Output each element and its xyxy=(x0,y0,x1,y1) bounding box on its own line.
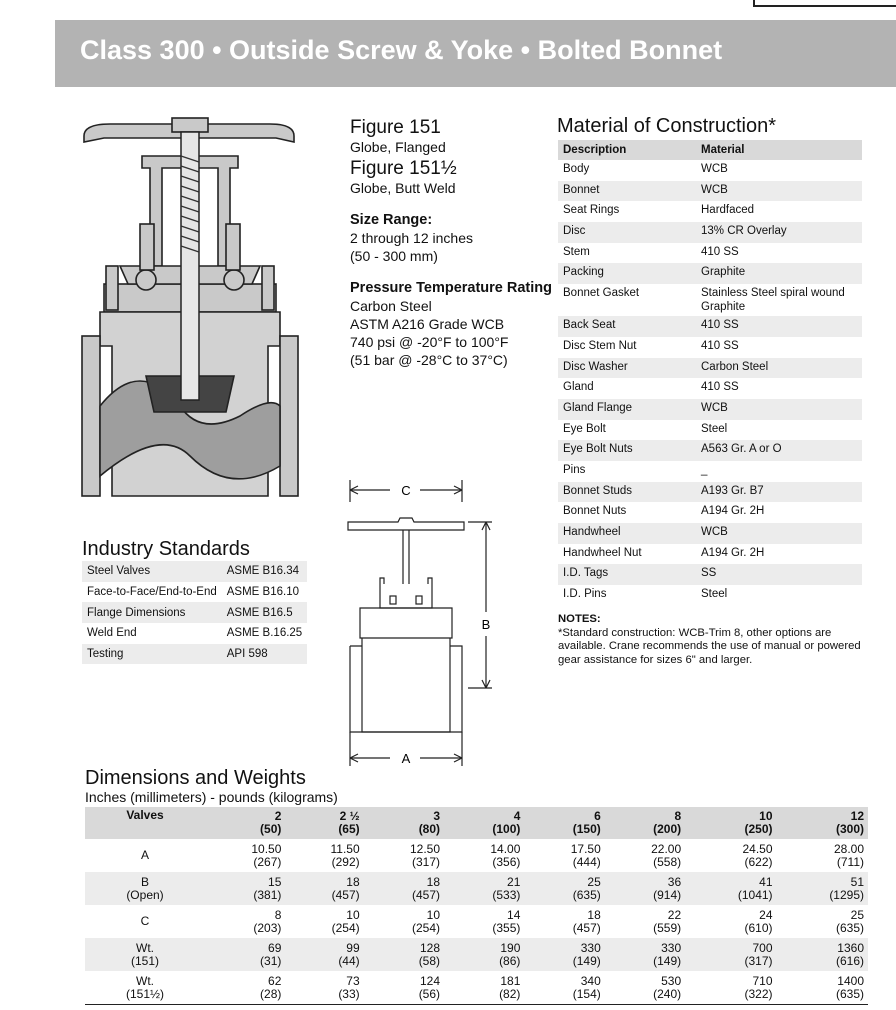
cell-secondary: (Open) xyxy=(126,887,164,902)
cell-secondary: (381) xyxy=(253,887,282,902)
notes-heading: NOTES: xyxy=(558,613,601,625)
dimensions-value-cell xyxy=(205,971,285,1005)
cell-primary: 710 xyxy=(752,973,773,988)
cell-primary: 128 xyxy=(420,940,441,955)
material-row xyxy=(558,420,862,441)
cell-primary: 15 xyxy=(268,874,282,889)
dimensions-header-size xyxy=(777,807,868,839)
material-description-cell: Bonnet xyxy=(558,181,696,202)
cell-secondary: (31) xyxy=(260,953,282,968)
cell-primary: 18 xyxy=(587,907,601,922)
material-value-cell: Carbon Steel xyxy=(696,358,862,379)
material-header-material: Material xyxy=(696,140,862,160)
dimensions-value-cell xyxy=(364,905,444,938)
cell-secondary: (558) xyxy=(653,854,682,869)
corner-frame xyxy=(753,0,896,7)
cell-secondary: (203) xyxy=(253,920,282,935)
cell-primary: 530 xyxy=(661,973,682,988)
figure-151-title: Figure 151 xyxy=(350,117,441,138)
material-value-cell: _ xyxy=(701,463,708,476)
dimensions-value-cell xyxy=(364,971,444,1005)
cell-secondary: (254) xyxy=(412,920,441,935)
cell-secondary: (317) xyxy=(744,953,773,968)
figure-151-half-title: Figure 151½ xyxy=(350,158,457,179)
cell-primary: 21 xyxy=(507,874,521,889)
cell-secondary: (610) xyxy=(744,920,773,935)
cell-primary: A xyxy=(140,848,149,862)
material-value-cell: A193 Gr. B7 xyxy=(696,482,862,503)
cell-secondary: (149) xyxy=(572,953,601,968)
dimensions-row-label xyxy=(85,971,205,1005)
dimensions-value-cell xyxy=(205,872,285,905)
cell-primary: 28.00 xyxy=(833,841,864,856)
cell-primary: 124 xyxy=(420,973,441,988)
material-row xyxy=(558,337,862,358)
diagram-label-b: B xyxy=(481,617,491,632)
cell-primary: 10.50 xyxy=(251,841,282,856)
material-row xyxy=(558,544,862,565)
cell-secondary: (50) xyxy=(260,822,282,836)
dimensions-value-cell xyxy=(444,839,524,872)
diagram-label-a: A xyxy=(401,751,411,766)
material-row xyxy=(558,358,862,379)
dimensions-row-label xyxy=(85,839,205,872)
cell-secondary: (457) xyxy=(331,887,360,902)
cell-secondary: (80) xyxy=(418,822,441,836)
cell-primary: 17.50 xyxy=(570,841,601,856)
material-description-cell: Gland Flange xyxy=(558,399,696,420)
size-range-line: 2 through 12 inches xyxy=(350,230,473,246)
material-value-cell: WCB xyxy=(696,181,862,202)
dimensions-title: Dimensions and Weights xyxy=(85,767,306,789)
dimensions-value-cell xyxy=(685,938,776,971)
material-value-cell: A194 Gr. 2H xyxy=(701,505,765,518)
cell-primary: 73 xyxy=(346,973,360,988)
standard-name-cell: Flange Dimensions xyxy=(82,602,222,623)
material-value-cell: Stainless Steel spiral wound Graphite xyxy=(701,287,845,314)
material-description-cell: Handwheel Nut xyxy=(563,546,642,559)
dimensions-value-cell xyxy=(605,905,685,938)
notes xyxy=(558,613,878,667)
dimensions-value-cell xyxy=(444,971,524,1005)
cell-primary: 12.50 xyxy=(410,841,441,856)
cell-primary: 1400 xyxy=(837,973,864,988)
cell-secondary: (254) xyxy=(331,920,360,935)
cell-secondary: (200) xyxy=(653,822,682,836)
standard-row xyxy=(82,623,307,644)
material-description-cell: Seat Rings xyxy=(563,204,620,217)
dimensions-value-cell xyxy=(777,971,868,1005)
dimensions-value-cell xyxy=(777,938,868,971)
material-row xyxy=(558,263,862,284)
material-value-cell: WCB xyxy=(701,163,728,175)
cell-primary: 700 xyxy=(752,940,773,955)
material-section-title: Material of Construction* xyxy=(557,115,776,137)
material-row xyxy=(558,181,862,202)
cell-secondary: (317) xyxy=(412,854,441,869)
standard-value-cell: ASME B16.10 xyxy=(226,586,299,599)
cell-primary: 18 xyxy=(346,874,360,889)
dimensions-value-cell xyxy=(285,839,363,872)
material-value-cell: WCB xyxy=(696,523,862,544)
cell-primary: 10 xyxy=(346,907,360,922)
valve-cutaway-illustration xyxy=(80,116,300,500)
cell-primary: 330 xyxy=(580,940,601,955)
cell-secondary: (457) xyxy=(412,887,441,902)
dimensions-value-cell xyxy=(444,938,524,971)
material-value-cell: A563 Gr. A or O xyxy=(696,440,862,461)
industry-standards-title: Industry Standards xyxy=(82,538,250,560)
standard-value-cell: ASME B16.34 xyxy=(222,561,307,582)
material-row xyxy=(558,201,862,222)
cell-primary: 36 xyxy=(667,874,682,889)
material-description-cell: Eye Bolt xyxy=(563,422,606,435)
dimensions-value-cell xyxy=(685,872,776,905)
cell-primary: 330 xyxy=(661,940,682,955)
material-description-cell: I.D. Tags xyxy=(558,564,696,585)
material-description-cell: Disc xyxy=(558,222,696,243)
cell-primary: 14.00 xyxy=(490,841,521,856)
cell-primary: 18 xyxy=(426,874,441,889)
cell-primary: 6 xyxy=(594,809,601,823)
standard-value-cell: ASME B.16.25 xyxy=(226,627,303,640)
cell-primary: 190 xyxy=(500,940,521,955)
material-value-cell: 13% CR Overlay xyxy=(696,222,862,243)
dimensions-header-size xyxy=(605,807,685,839)
cell-secondary: (635) xyxy=(835,920,864,935)
dimensions-subtitle: Inches (millimeters) - pounds (kilograms) xyxy=(85,789,338,805)
cell-secondary: (292) xyxy=(331,854,360,869)
material-value-cell: Graphite xyxy=(696,263,862,284)
cell-secondary: (267) xyxy=(253,854,282,869)
dimensions-value-cell xyxy=(285,971,363,1005)
cell-primary: 41 xyxy=(759,874,773,889)
cell-secondary: (151) xyxy=(130,953,159,968)
cell-secondary: (149) xyxy=(653,953,682,968)
cell-primary: 22 xyxy=(667,907,682,922)
cell-secondary: (56) xyxy=(418,986,441,1001)
notes-text: *Standard construction: WCB-Trim 8, other options are available. Crane recommends the use of manual or powered gear assistance for sizes 6" and larger. xyxy=(558,626,861,666)
material-value-cell: A194 Gr. 2H xyxy=(701,546,765,559)
dimensions-header-size xyxy=(205,807,285,839)
dimensions-value-cell xyxy=(777,839,868,872)
cell-secondary: (151½) xyxy=(125,986,165,1001)
material-description-cell: Gland xyxy=(563,381,594,394)
cell-primary: 4 xyxy=(513,809,521,823)
cell-primary: 99 xyxy=(346,940,360,955)
cell-secondary: (300) xyxy=(835,822,864,836)
cell-secondary: (1295) xyxy=(829,887,864,902)
standard-row xyxy=(82,582,307,603)
material-description-cell: Back Seat xyxy=(558,316,696,337)
cell-primary: 24 xyxy=(759,907,773,922)
material-row xyxy=(558,440,862,461)
cell-primary: Wt. xyxy=(136,940,154,955)
cell-primary: C xyxy=(140,914,150,928)
dimensions-value-cell xyxy=(205,905,285,938)
cell-secondary: (86) xyxy=(499,953,521,968)
material-description-cell: Disc Washer xyxy=(558,358,696,379)
standard-name-cell: Steel Valves xyxy=(82,561,222,582)
figure-info xyxy=(350,117,560,369)
cell-secondary: (1041) xyxy=(737,887,773,902)
standard-name-cell: Testing xyxy=(82,644,222,665)
material-value-cell: Steel xyxy=(701,588,728,601)
material-description-cell: Disc Stem Nut xyxy=(563,339,637,352)
material-row xyxy=(558,502,862,523)
material-description-cell: Handwheel xyxy=(558,523,696,544)
cell-primary: Wt. xyxy=(136,973,154,988)
dimensions-value-cell xyxy=(364,872,444,905)
material-row xyxy=(558,585,862,606)
material-value-cell: 410 SS xyxy=(701,245,739,258)
dimensions-header-size xyxy=(444,807,524,839)
dimensions-value-cell xyxy=(444,905,524,938)
figure-151-half-subtitle: Globe, Butt Weld xyxy=(350,180,456,196)
dimensions-header-size xyxy=(685,807,776,839)
industry-standards-table xyxy=(82,561,307,664)
cell-primary: 8 xyxy=(274,907,282,922)
dimensions-value-cell xyxy=(524,938,604,971)
cell-primary: 24.50 xyxy=(742,841,773,856)
dimensions-value-cell xyxy=(524,839,604,872)
material-row xyxy=(558,160,862,181)
cell-primary: 11.50 xyxy=(330,841,360,856)
standard-value-cell: ASME B16.5 xyxy=(222,602,307,623)
material-row xyxy=(558,243,862,264)
cell-primary: B xyxy=(140,874,149,889)
material-row xyxy=(558,564,862,585)
cell-secondary: (457) xyxy=(572,920,601,935)
material-description-cell: Bonnet Nuts xyxy=(563,505,627,518)
cell-secondary: (355) xyxy=(492,920,521,935)
material-row xyxy=(558,378,862,399)
cell-secondary: (635) xyxy=(572,887,601,902)
standard-row xyxy=(82,644,307,665)
dimensions-row xyxy=(85,905,868,938)
page-title: Class 300 • Outside Screw & Yoke • Bolted Bonnet xyxy=(80,35,723,65)
dimensions-row-label xyxy=(85,905,205,938)
standard-row xyxy=(82,561,307,582)
cell-primary: 14 xyxy=(507,907,521,922)
dimensions-value-cell xyxy=(285,872,363,905)
dimensions-value-cell xyxy=(777,872,868,905)
dimensions-value-cell xyxy=(444,872,524,905)
cell-secondary: (100) xyxy=(492,822,521,836)
dimensions-header-size xyxy=(524,807,604,839)
cell-primary: 2 ½ xyxy=(339,809,360,823)
cell-primary: 10 xyxy=(759,809,773,823)
cell-primary: 181 xyxy=(500,973,521,988)
material-row xyxy=(558,461,862,482)
cell-primary: 340 xyxy=(580,973,601,988)
figure-151-subtitle: Globe, Flanged xyxy=(350,139,446,155)
cell-secondary: (356) xyxy=(492,854,521,869)
dimensions-row xyxy=(85,938,868,971)
cell-primary: 51 xyxy=(850,874,864,889)
cell-primary: 62 xyxy=(268,973,282,988)
pressure-rating-line: 740 psi @ -20°F to 100°F xyxy=(350,334,509,350)
cell-secondary: (28) xyxy=(260,986,282,1001)
cell-secondary: (616) xyxy=(835,953,864,968)
standard-value-cell: API 598 xyxy=(222,644,307,665)
dimensions-value-cell xyxy=(685,971,776,1005)
standard-name-cell: Weld End xyxy=(87,627,137,640)
cell-secondary: (250) xyxy=(744,822,773,836)
cell-secondary: (33) xyxy=(338,986,360,1001)
material-value-cell: Steel xyxy=(701,422,728,435)
dimensions-value-cell xyxy=(364,839,444,872)
cell-primary: 1360 xyxy=(837,940,864,955)
dimensions-value-cell xyxy=(777,905,868,938)
cell-primary: 22.00 xyxy=(651,841,682,856)
cell-primary: 10 xyxy=(426,907,441,922)
dimensions-table xyxy=(85,807,868,1005)
pressure-rating-line: ASTM A216 Grade WCB xyxy=(350,316,505,332)
cell-secondary: (154) xyxy=(572,986,601,1001)
dimensions-value-cell xyxy=(285,938,363,971)
standard-name-cell: Face-to-Face/End-to-End xyxy=(87,586,217,599)
dimensions-value-cell xyxy=(685,905,776,938)
cell-secondary: (82) xyxy=(499,986,521,1001)
cell-primary: 12 xyxy=(850,809,864,823)
cell-secondary: (240) xyxy=(653,986,682,1001)
cell-primary: 3 xyxy=(433,809,441,823)
dimensions-value-cell xyxy=(524,872,604,905)
dimensions-row xyxy=(85,872,868,905)
material-value-cell: Hardfaced xyxy=(701,204,755,217)
material-description-cell: Stem xyxy=(563,245,590,258)
cell-primary: 25 xyxy=(850,907,864,922)
material-value-cell: SS xyxy=(696,564,862,585)
cell-secondary: (914) xyxy=(653,887,682,902)
dimensions-value-cell xyxy=(364,938,444,971)
material-description-cell: Eye Bolt Nuts xyxy=(558,440,696,461)
material-description-cell: Body xyxy=(563,163,590,175)
dimensions-row-label xyxy=(85,872,205,905)
material-value-cell: 410 SS xyxy=(701,339,739,352)
dimensions-value-cell xyxy=(524,905,604,938)
cell-primary: 2 xyxy=(274,809,282,823)
material-description-cell: Pins xyxy=(563,463,586,476)
cell-secondary: (44) xyxy=(338,953,360,968)
material-header-description: Description xyxy=(558,140,696,160)
material-value-cell: 410 SS xyxy=(696,316,862,337)
material-description-cell: Bonnet Gasket xyxy=(563,287,640,300)
standard-row xyxy=(82,602,307,623)
cell-secondary: (559) xyxy=(653,920,682,935)
material-description-cell: Bonnet Studs xyxy=(558,482,696,503)
material-table xyxy=(558,140,862,606)
dimensions-value-cell xyxy=(685,839,776,872)
size-range-heading: Size Range: xyxy=(350,212,433,228)
pressure-rating-heading: Pressure Temperature Rating xyxy=(350,280,552,296)
cell-secondary: (711) xyxy=(836,854,864,869)
dimensions-value-cell xyxy=(605,971,685,1005)
cell-secondary: (622) xyxy=(744,854,773,869)
cell-primary: 8 xyxy=(674,809,682,823)
header-banner xyxy=(55,20,896,87)
cell-secondary: (533) xyxy=(492,887,521,902)
dimensions-value-cell xyxy=(605,839,685,872)
cell-secondary: (58) xyxy=(418,953,441,968)
dimensions-value-cell xyxy=(205,938,285,971)
size-range-line: (50 - 300 mm) xyxy=(350,248,438,264)
dimensions-value-cell xyxy=(205,839,285,872)
material-row xyxy=(558,482,862,503)
pressure-rating-line: (51 bar @ -28°C to 37°C) xyxy=(350,352,508,368)
dimensions-row xyxy=(85,971,868,1005)
dimensions-header-size xyxy=(285,807,363,839)
cell-secondary: (65) xyxy=(338,822,360,836)
cell-secondary: (150) xyxy=(572,822,601,836)
material-row xyxy=(558,523,862,544)
material-row xyxy=(558,316,862,337)
dimensions-value-cell xyxy=(285,905,363,938)
pressure-rating-line: Carbon Steel xyxy=(350,298,432,314)
diagram-label-c: C xyxy=(401,483,411,498)
dimensions-row xyxy=(85,839,868,872)
cell-secondary: (444) xyxy=(572,854,601,869)
dimensions-row-label xyxy=(85,938,205,971)
cell-secondary: (322) xyxy=(744,986,773,1001)
dimensions-header-size xyxy=(364,807,444,839)
material-description-cell: I.D. Pins xyxy=(563,588,607,601)
dimensions-value-cell xyxy=(524,971,604,1005)
cell-primary: 69 xyxy=(268,940,282,955)
material-row xyxy=(558,399,862,420)
dimensions-header-valves: Valves xyxy=(85,807,205,839)
dimensions-value-cell xyxy=(605,938,685,971)
dimensions-value-cell xyxy=(605,872,685,905)
cell-secondary: (635) xyxy=(835,986,864,1001)
valve-outline-diagram xyxy=(340,478,500,770)
material-value-cell: WCB xyxy=(696,399,862,420)
cell-primary: 25 xyxy=(587,874,601,889)
material-row xyxy=(558,222,862,243)
material-value-cell: 410 SS xyxy=(701,381,739,394)
material-description-cell: Packing xyxy=(558,263,696,284)
material-row xyxy=(558,284,862,316)
